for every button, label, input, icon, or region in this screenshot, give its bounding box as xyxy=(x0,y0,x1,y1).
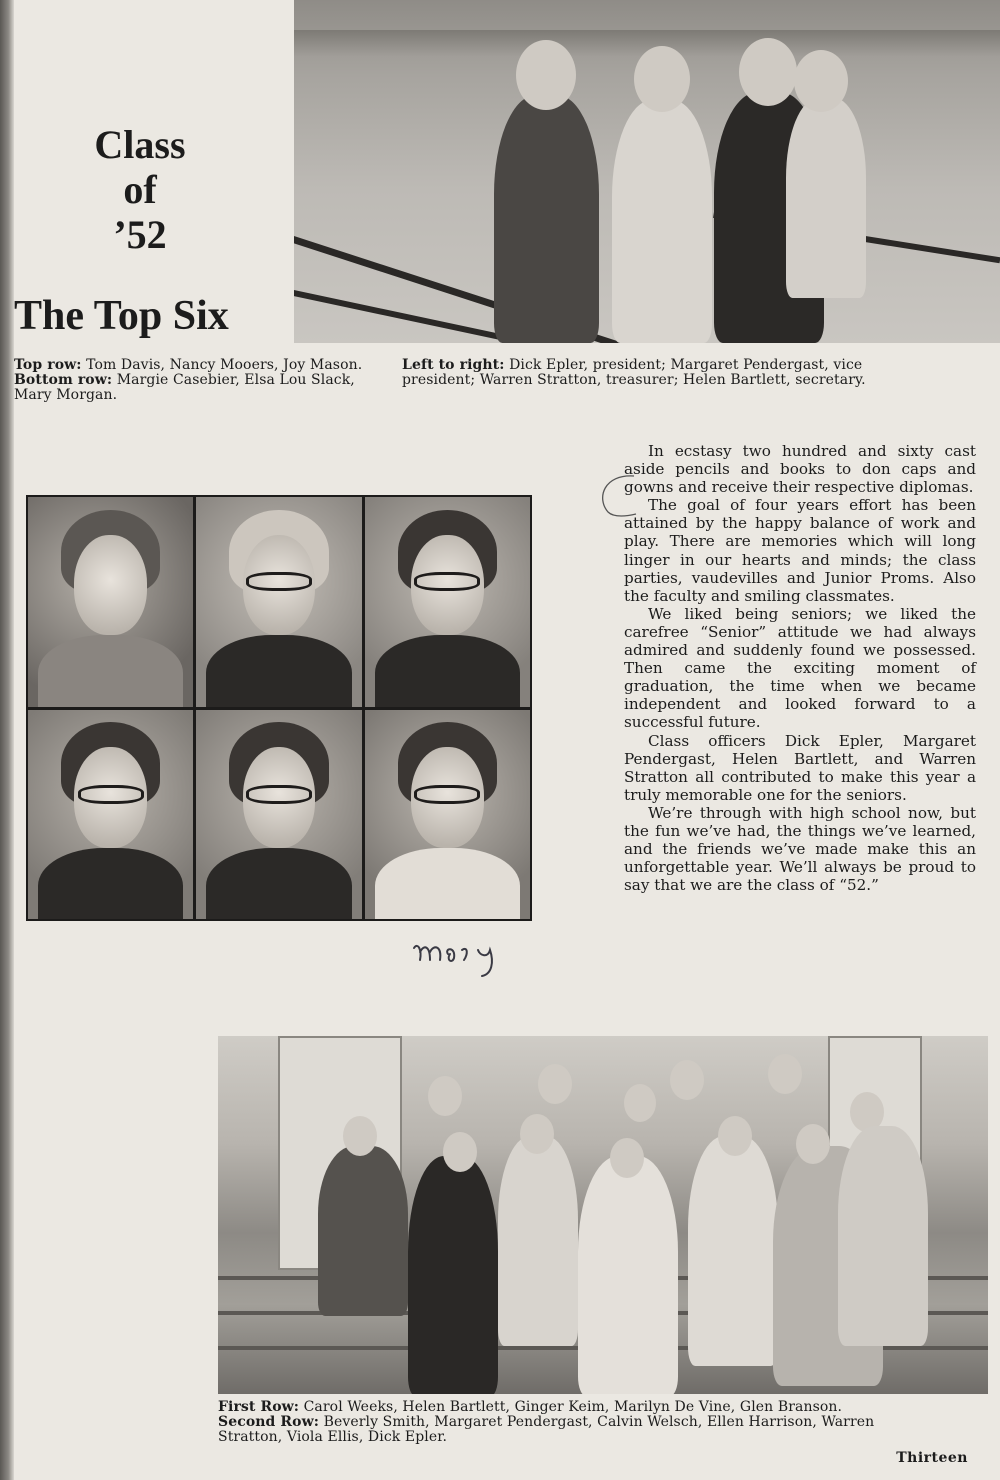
portrait-suit xyxy=(38,635,183,706)
group-head xyxy=(538,1064,572,1104)
officer-head xyxy=(794,50,848,112)
story-paragraph: We liked being seniors; we liked the carefree “Senior” attitude we had always admired and suddenly found we possessed. Then came the exciting moment of graduation, the time when we became independent and looked forward to a successful future. xyxy=(624,604,976,732)
group-figure xyxy=(688,1136,778,1366)
story-paragraph: The goal of four years effort has been attained by the happy balance of work and play. There are memories which will long linger in our hearts and minds; the class parties, vaudevilles and Junior Proms. Also the faculty and smiling classmates. xyxy=(624,496,976,605)
heading-line-class: Class xyxy=(94,122,186,167)
group-caption xyxy=(218,1400,918,1445)
story-paragraph: In ecstasy two hundred and sixty cast aside pencils and books to don caps and gowns and receive their respective diplomas. xyxy=(624,442,976,497)
group-head xyxy=(768,1054,802,1094)
group-figure xyxy=(408,1156,498,1394)
portrait xyxy=(365,710,530,920)
officer-head xyxy=(739,38,797,106)
page-number: Thirteen xyxy=(896,1450,968,1466)
portrait-sweater xyxy=(38,848,183,919)
top-six-caption xyxy=(14,358,364,403)
officer-figure xyxy=(494,95,599,343)
portrait xyxy=(365,497,530,707)
group-head xyxy=(670,1060,704,1100)
group-head xyxy=(796,1124,830,1164)
group-head xyxy=(343,1116,377,1156)
portrait-grid xyxy=(26,495,532,921)
group-figure xyxy=(838,1126,928,1346)
page-heading xyxy=(70,122,210,257)
portrait-glasses xyxy=(246,785,312,804)
second-row-caption: Second Row: Beverly Smith, Margaret Pendergast, Calvin Welsch, Ellen Harrison, Warren Stratton, Viola Ellis, Dick Epler. xyxy=(218,1414,875,1445)
heading-line-of: of xyxy=(123,167,157,212)
top-row-caption: Top row: Tom Davis, Nancy Mooers, Joy Mason. xyxy=(14,357,363,373)
portrait-sweater xyxy=(206,635,351,706)
group-head xyxy=(610,1138,644,1178)
group-head xyxy=(520,1114,554,1154)
group-head xyxy=(624,1084,656,1122)
officers-caption: Left to right: Dick Epler, president; Margaret Pendergast, vice president; Warren Stratton, treasurer; Helen Bartlett, secretary. xyxy=(402,357,866,388)
book-spine-shadow xyxy=(0,0,14,1480)
group-figure xyxy=(318,1146,408,1316)
portrait-glasses xyxy=(414,572,480,591)
portrait-blouse xyxy=(375,848,520,919)
story-text xyxy=(624,442,976,894)
group-head xyxy=(718,1116,752,1156)
portrait-face xyxy=(74,535,147,636)
portrait-glasses xyxy=(246,572,312,591)
group-figure xyxy=(498,1136,578,1346)
group-head xyxy=(443,1132,477,1172)
handwritten-signature xyxy=(408,920,558,980)
heading-line-year: ’52 xyxy=(113,212,167,257)
group-figure xyxy=(578,1156,678,1394)
portrait-sweater xyxy=(206,848,351,919)
portrait xyxy=(28,497,193,707)
officer-head xyxy=(634,46,690,112)
bottom-row-caption: Bottom row: Margie Casebier, Elsa Lou Slack, Mary Morgan. xyxy=(14,372,355,403)
portrait-glasses xyxy=(78,785,144,804)
section-title-top-six: The Top Six xyxy=(14,293,229,339)
story-paragraph: We’re through with high school now, but the fun we’ve had, the things we’ve learned, and the friends we’ve made make this an unforgettable year. We’ll always be proud to say that we are the class of “52.” xyxy=(624,803,976,895)
story-paragraph: Class officers Dick Epler, Margaret Pendergast, Helen Bartlett, and Warren Stratton all contributed to make this year a truly memorable one for the seniors. xyxy=(624,731,976,804)
group-head xyxy=(428,1076,462,1116)
portrait xyxy=(196,497,361,707)
first-row-caption: First Row: Carol Weeks, Helen Bartlett, Ginger Keim, Marilyn De Vine, Glen Branson. xyxy=(218,1399,843,1415)
group-photo xyxy=(218,1036,988,1394)
portrait-sweater xyxy=(375,635,520,706)
portrait xyxy=(28,710,193,920)
officers-photo xyxy=(294,0,1000,343)
officer-figure xyxy=(786,98,866,298)
officer-head xyxy=(516,40,576,110)
portrait xyxy=(196,710,361,920)
officer-figure xyxy=(612,100,712,343)
portrait-glasses xyxy=(414,785,480,804)
